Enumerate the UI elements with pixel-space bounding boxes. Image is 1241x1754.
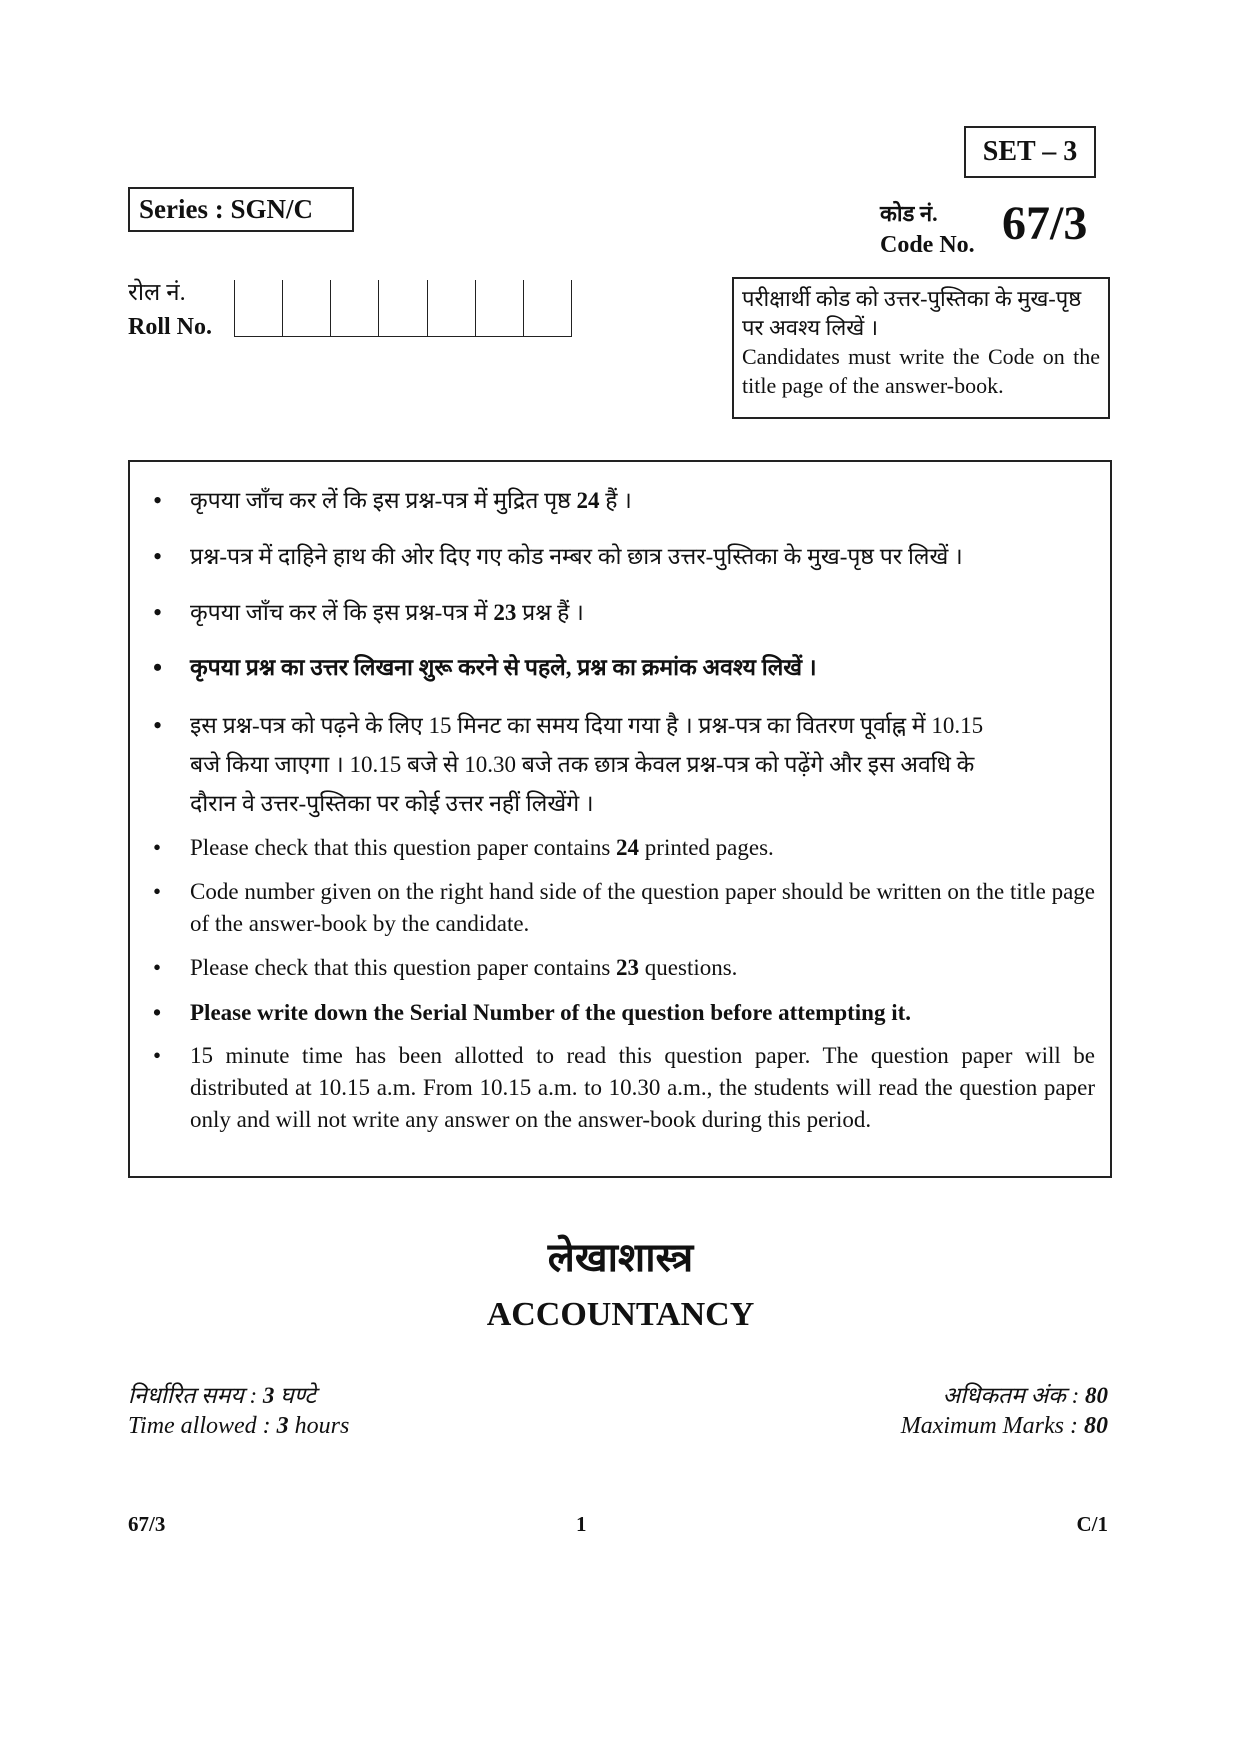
bullet-icon: • — [153, 1043, 162, 1068]
bullet-icon: • — [153, 1000, 162, 1025]
instruction-english-3: • Please check that this question paper contains 23 questions. — [190, 952, 1095, 984]
time-allowed: Time allowed : 3 hours — [128, 1413, 350, 1439]
instruction-hindi-5: • इस प्रश्न-पत्र को पढ़ने के लिए 15 मिनट का समय दिया गया है । प्रश्न-पत्र का वितरण पूर्वाह्न में 10.15 बजे किया जाएगा । 10.15 बजे से 10.30 बजे तक छात्र केवल प्रश्न-पत्र को पढ़ेंगे और इस अवधि के दौरान वे उत्तर-पुस्तिका पर कोई उत्तर नहीं लिखेंगे । — [190, 706, 1095, 823]
footer-page-ref: C/1 — [1076, 1512, 1108, 1536]
instruction-hindi-2: • प्रश्न-पत्र में दाहिने हाथ की ओर दिए गए कोड नम्बर को छात्र उत्तर-पुस्तिका के मुख-पृष्ठ पर लिखें । — [153, 542, 963, 571]
roll-label-hindi: रोल नं. — [128, 280, 186, 306]
subject-title: ACCOUNTANCY — [486, 1296, 755, 1333]
bullet-icon: • — [153, 955, 162, 980]
roll-cell[interactable] — [330, 280, 378, 336]
roll-cell[interactable] — [282, 280, 330, 336]
instruction-english-4: • Please write down the Serial Number of the question before attempting it. — [190, 997, 1095, 1029]
roll-number-grid[interactable] — [234, 280, 572, 337]
bullet-icon: • — [153, 835, 162, 860]
page-number: 1 — [576, 1512, 587, 1536]
roll-cell[interactable] — [234, 280, 282, 336]
candidate-note-hindi-line1: परीक्षार्थी कोड को उत्तर-पुस्तिका के मुख-पृष्ठ — [742, 286, 1082, 311]
bullet-icon: • — [153, 653, 163, 682]
candidate-note-english: Candidates must write the Code on the title page of the answer-book. — [742, 344, 1100, 398]
code-number: 67/3 — [1002, 197, 1088, 250]
subject-title-hindi: लेखाशास्त्र — [547, 1235, 694, 1280]
time-allowed-hindi: निर्धारित समय : 3 घण्टे — [128, 1383, 316, 1408]
set-label: SET – 3 — [964, 126, 1096, 178]
footer-code: 67/3 — [128, 1512, 166, 1536]
instruction-english-5: • 15 minute time has been allotted to read this question paper. The question paper will be distributed at 10.15 a.m. From 10.15 a.m. to 10.30 a.m., the students will read the question paper only and will not write any answer on the answer-book during this period. — [190, 1040, 1095, 1136]
instruction-hindi-4: • कृपया प्रश्न का उत्तर लिखना शुरू करने से पहले, प्रश्न का क्रमांक अवश्य लिखें । — [153, 653, 817, 682]
instruction-english-2: • Code number given on the right hand side of the question paper should be written on the title page of the answer-book by the candidate. — [190, 876, 1095, 940]
candidate-note-box — [732, 277, 1110, 419]
code-label: Code No. — [880, 232, 975, 258]
bullet-icon: • — [153, 542, 163, 571]
maximum-marks-hindi: अधिकतम अंक : 80 — [942, 1383, 1108, 1408]
bullet-icon: • — [153, 879, 162, 904]
candidate-note-hindi-line2: पर अवश्य लिखें । — [742, 315, 879, 340]
instruction-hindi-1: • कृपया जाँच कर लें कि इस प्रश्न-पत्र में मुद्रित पृष्ठ 24 हैं । — [153, 486, 632, 515]
bullet-icon: • — [153, 486, 163, 515]
roll-cell[interactable] — [523, 280, 572, 336]
instruction-english-1: • Please check that this question paper contains 24 printed pages. — [190, 832, 1095, 864]
roll-label: Roll No. — [128, 314, 212, 340]
series-label: Series : SGN/C — [128, 187, 354, 232]
instruction-hindi-3: • कृपया जाँच कर लें कि इस प्रश्न-पत्र में 23 प्रश्न हैं । — [153, 598, 584, 627]
instructions-box — [128, 460, 1112, 1178]
roll-cell[interactable] — [378, 280, 426, 336]
bullet-icon: • — [153, 711, 163, 740]
code-label-hindi: कोड नं. — [880, 201, 938, 226]
maximum-marks: Maximum Marks : 80 — [900, 1413, 1108, 1439]
roll-cell[interactable] — [475, 280, 523, 336]
roll-cell[interactable] — [427, 280, 475, 336]
bullet-icon: • — [153, 598, 163, 627]
